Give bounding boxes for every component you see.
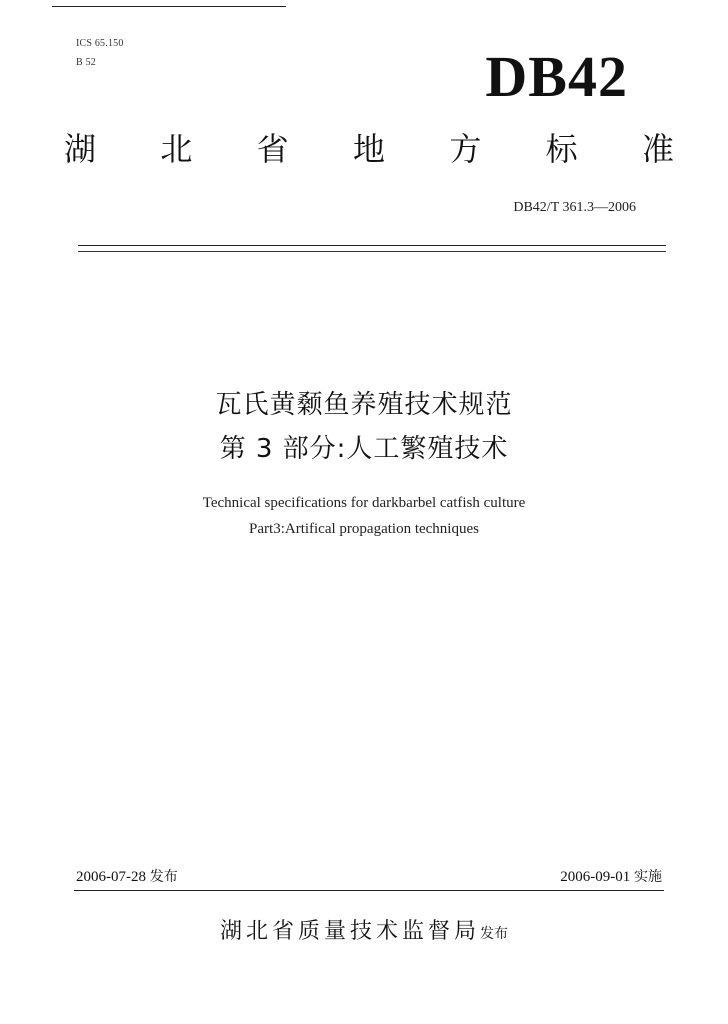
standard-type-char: 方 <box>449 130 482 168</box>
implementation-date-label: 实施 <box>634 869 662 885</box>
standard-type-title <box>64 130 674 168</box>
standard-type-char: 湖 <box>64 130 97 168</box>
ics-code: ICS 65.150 <box>76 38 124 49</box>
implementation-date-value: 2006-09-01 <box>560 869 631 885</box>
issuer-suffix: 发布 <box>480 926 508 942</box>
db-logo: DB42 <box>485 44 628 109</box>
issue-date-label: 发布 <box>149 869 178 885</box>
title-english-line2: Part3:Artifical propagation techniques <box>249 521 479 537</box>
title-chinese-line2: 第 3 部分:人工繁殖技术 <box>219 434 509 464</box>
implementation-date <box>560 866 662 886</box>
title-english-line1: Technical specifications for darkbarbel catfish culture <box>202 495 526 511</box>
standard-type-char: 地 <box>352 130 385 168</box>
issuer-name: 湖北省质量技术监督局 <box>219 919 480 944</box>
header-divider-secondary <box>78 251 666 252</box>
issuing-authority <box>0 914 728 945</box>
top-rule <box>52 6 286 7</box>
header-divider <box>78 245 666 246</box>
standard-type-char: 北 <box>160 130 193 168</box>
standard-type-char: 准 <box>641 130 674 168</box>
ccs-code: B 52 <box>76 57 96 68</box>
standard-type-char: 省 <box>256 130 289 168</box>
footer-divider <box>74 890 664 891</box>
issue-date <box>76 866 178 886</box>
title-chinese-line1: 瓦氏黄颡鱼养殖技术规范 <box>215 390 513 420</box>
standard-type-char: 标 <box>545 130 578 168</box>
standard-number: DB42/T 361.3—2006 <box>513 200 636 215</box>
issue-date-value: 2006-07-28 <box>76 869 146 885</box>
